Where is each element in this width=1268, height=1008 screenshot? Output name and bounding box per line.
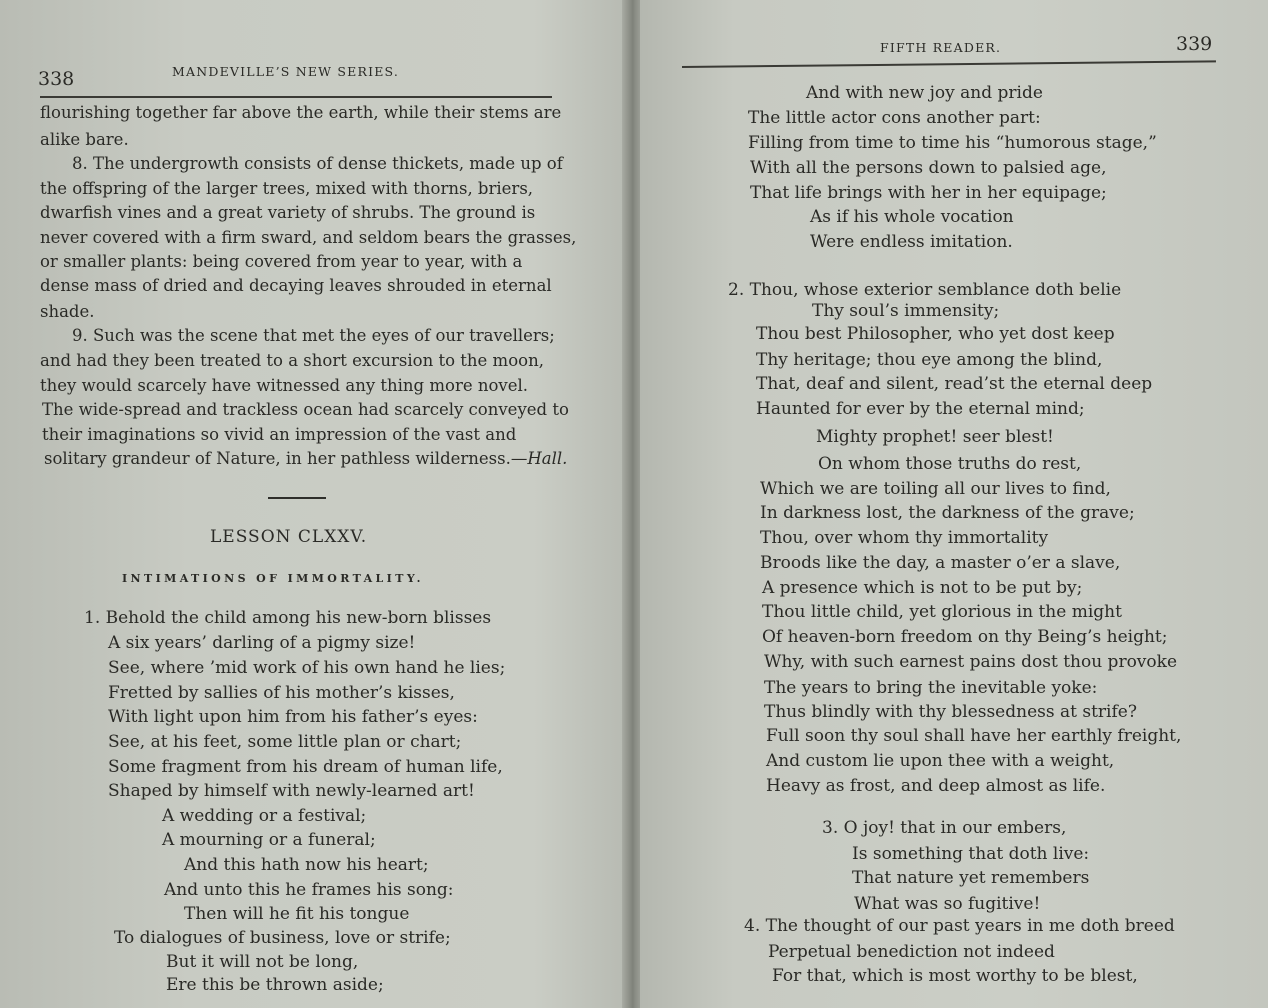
- poem-line: See, at his feet, some little plan or chart;: [108, 732, 462, 752]
- poem-line: And custom lie upon thee with a weight,: [766, 751, 1115, 771]
- poem-line: That life brings with her in her equipage;: [750, 183, 1107, 203]
- poem-line: With all the persons down to palsied age,: [750, 158, 1107, 178]
- poem-line: Thou best Philosopher, who yet dost keep: [756, 324, 1115, 344]
- poem-line: For that, which is most worthy to be blest,: [772, 966, 1138, 986]
- poem-line: Thou, over whom thy immortality: [760, 528, 1049, 548]
- poem-line: And with new joy and pride: [806, 83, 1043, 103]
- poem-line: Thus blindly with thy blessedness at strife?: [764, 702, 1137, 722]
- poem-line: Thy soul’s immensity;: [812, 301, 1000, 321]
- poem-line: The little actor cons another part:: [748, 108, 1041, 128]
- poem-line: Is something that doth live:: [852, 844, 1090, 864]
- poem-line: A wedding or a festival;: [162, 806, 367, 826]
- poem-line: Perpetual benediction not indeed: [768, 942, 1055, 962]
- left-page: [0, 0, 628, 1008]
- poem-line: But it will not be long,: [166, 952, 359, 972]
- poem-line: 3. O joy! that in our embers,: [822, 818, 1067, 838]
- poem-line: Then will he fit his tongue: [184, 904, 410, 924]
- prose-line-last-text: solitary grandeur of Nature, in her pathless wilderness.—: [44, 449, 528, 468]
- prose-line: they would scarcely have witnessed any thing more novel.: [40, 376, 529, 395]
- poem-line: Filling from time to time his “humorous stage,”: [748, 133, 1157, 153]
- prose-line: alike bare.: [40, 130, 129, 149]
- prose-line: dense mass of dried and decaying leaves shrouded in eternal: [40, 276, 552, 295]
- prose-line: the offspring of the larger trees, mixed with thorns, briers,: [40, 179, 534, 198]
- poem-line: Full soon thy soul shall have her earthly freight,: [766, 726, 1182, 746]
- poem-line: 2. Thou, whose exterior semblance doth belie: [728, 280, 1122, 300]
- poem-line: Heavy as frost, and deep almost as life.: [766, 776, 1106, 796]
- prose-line: flourishing together far above the earth, while their stems are: [40, 103, 562, 122]
- poem-line: A mourning or a funeral;: [162, 830, 376, 850]
- poem-line: And unto this he frames his song:: [164, 880, 454, 900]
- poem-line: 1. Behold the child among his new-born blisses: [84, 608, 492, 628]
- poem-line: With light upon him from his father’s eyes:: [108, 707, 478, 727]
- poem-line: In darkness lost, the darkness of the grave;: [760, 503, 1135, 523]
- attribution: Hall.: [527, 449, 568, 468]
- poem-line: To dialogues of business, love or strife;: [114, 928, 451, 948]
- left-running-head: MANDEVILLE’S NEW SERIES.: [172, 64, 400, 79]
- poem-line: A six years’ darling of a pigmy size!: [108, 633, 416, 653]
- poem-line: And this hath now his heart;: [184, 855, 429, 875]
- poem-line: Which we are toiling all our lives to find,: [760, 479, 1111, 499]
- right-page-number: 339: [1176, 33, 1213, 55]
- prose-line: shade.: [40, 302, 95, 321]
- poem-line: A presence which is not to be put by;: [762, 578, 1083, 598]
- prose-line: 8. The undergrowth consists of dense thickets, made up of: [72, 154, 563, 173]
- prose-line: The wide-spread and trackless ocean had scarcely conveyed to: [42, 400, 569, 419]
- prose-line: their imaginations so vivid an impression of the vast and: [42, 425, 517, 444]
- poem-line: That nature yet remembers: [852, 868, 1090, 888]
- poem-line: Ere this be thrown aside;: [166, 975, 384, 995]
- poem-line: Haunted for ever by the eternal mind;: [756, 399, 1085, 419]
- left-header-rule: [40, 96, 552, 98]
- poem-line: Why, with such earnest pains dost thou provoke: [764, 652, 1178, 672]
- poem-line: 4. The thought of our past years in me doth breed: [744, 916, 1175, 936]
- poem-line: The years to bring the inevitable yoke:: [764, 678, 1098, 698]
- poem-line: Broods like the day, a master o’er a slave,: [760, 553, 1121, 573]
- lesson-separator: [268, 497, 326, 499]
- poem-line: Fretted by sallies of his mother’s kisses,: [108, 683, 455, 703]
- right-running-head: FIFTH READER.: [880, 40, 1002, 55]
- poem-line: On whom those truths do rest,: [818, 454, 1082, 474]
- prose-line: dwarfish vines and a great variety of shrubs. The ground is: [40, 203, 536, 222]
- prose-line: or smaller plants: being covered from year to year, with a: [40, 252, 523, 271]
- right-header-rule: [682, 60, 1216, 68]
- poem-line: That, deaf and silent, read’st the eternal deep: [756, 374, 1153, 394]
- poem-line: Were endless imitation.: [810, 232, 1013, 252]
- lesson-title: LESSON CLXXV.: [210, 527, 368, 547]
- poem-line: See, where ’mid work of his own hand he lies;: [108, 658, 506, 678]
- poem-line: Thou little child, yet glorious in the might: [762, 602, 1122, 622]
- prose-line-last: [44, 449, 567, 469]
- poem-line: Some fragment from his dream of human life,: [108, 757, 503, 777]
- poem-line: Mighty prophet! seer blest!: [816, 427, 1054, 447]
- poem-line: Of heaven-born freedom on thy Being’s height;: [762, 627, 1168, 647]
- poem-line: What was so fugitive!: [854, 894, 1041, 914]
- prose-line: and had they been treated to a short excursion to the moon,: [40, 351, 544, 370]
- prose-line: 9. Such was the scene that met the eyes of our travellers;: [72, 326, 555, 345]
- left-page-number: 338: [38, 68, 75, 90]
- right-page: [640, 0, 1268, 1008]
- prose-line: never covered with a firm sward, and seldom bears the grasses,: [40, 228, 577, 247]
- poem-line: As if his whole vocation: [810, 207, 1014, 227]
- poem-line: Shaped by himself with newly-learned art!: [108, 781, 475, 801]
- lesson-subtitle: INTIMATIONS OF IMMORTALITY.: [122, 572, 424, 585]
- poem-line: Thy heritage; thou eye among the blind,: [756, 350, 1103, 370]
